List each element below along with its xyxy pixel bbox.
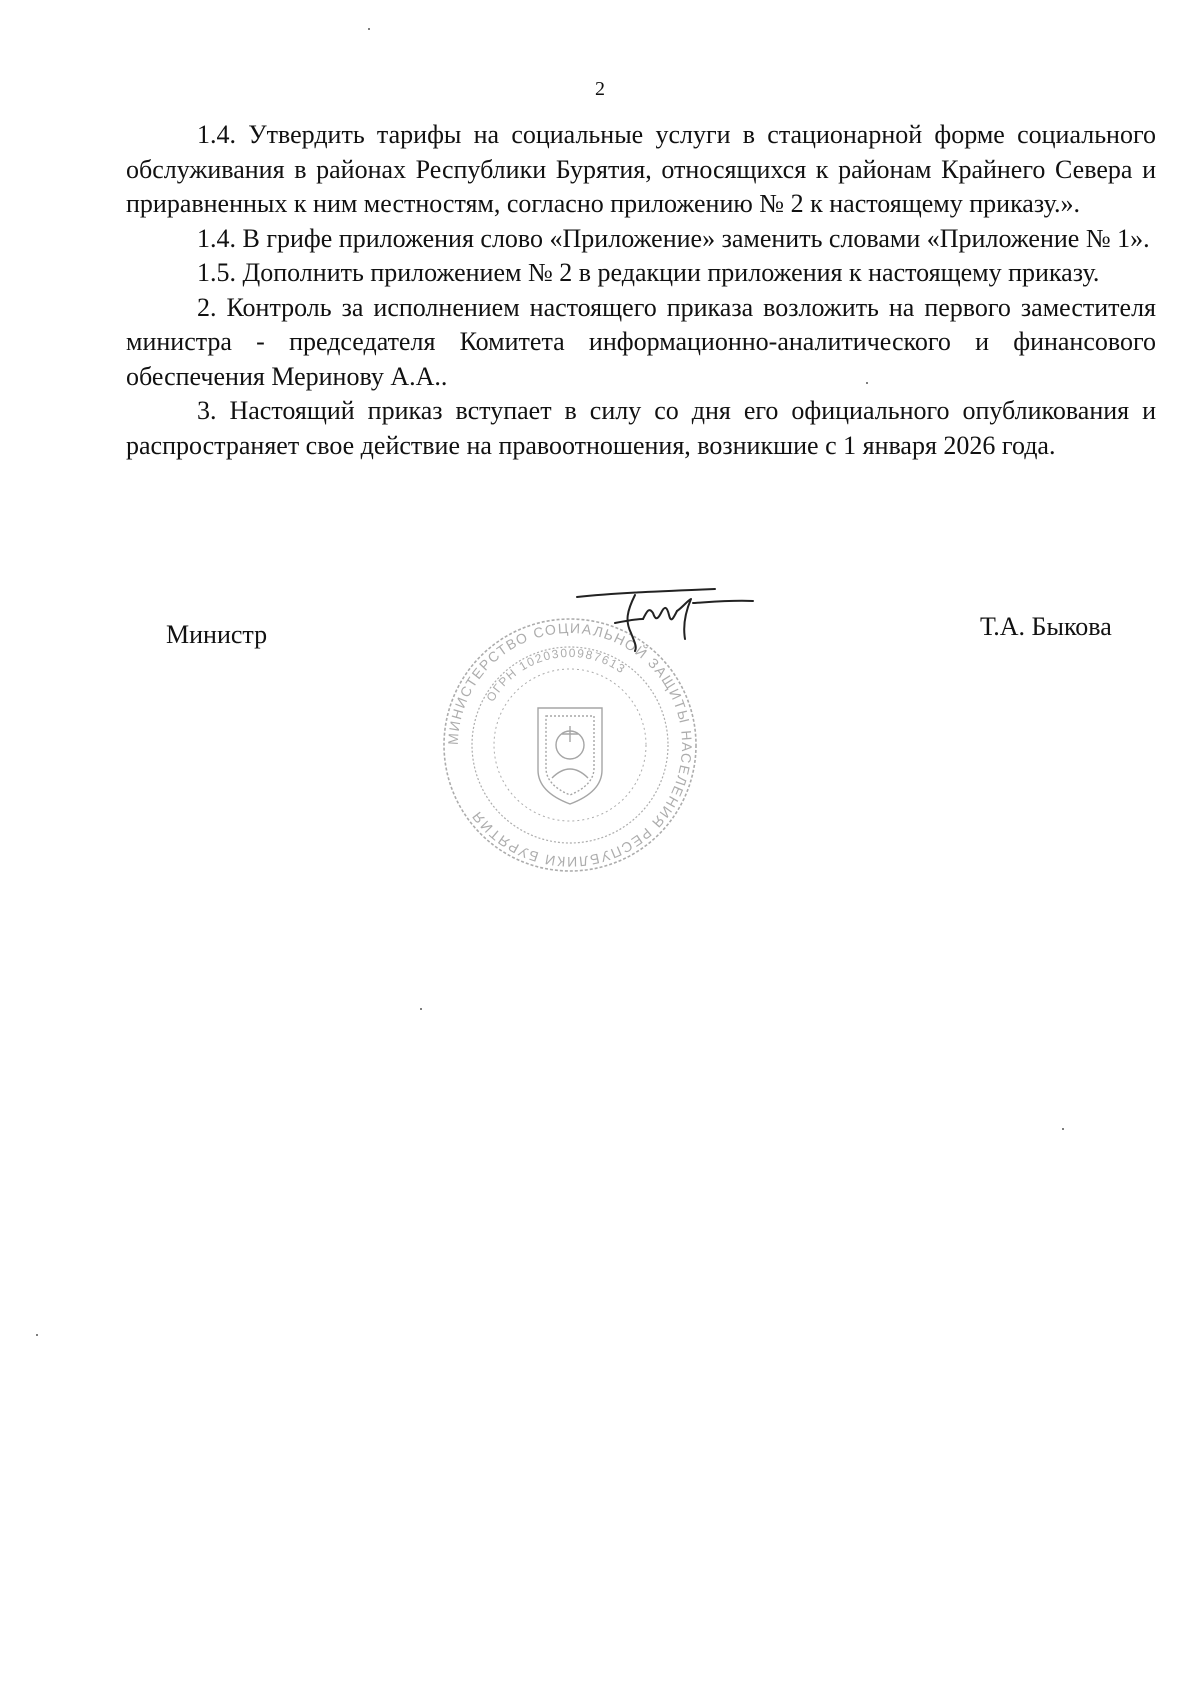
paragraph-2-control: 2. Контроль за исполнением настоящего приказа возложить на первого заместителя министра - председателя Комитета информационно-аналитического и финансового обеспечения Меринову А.А..: [126, 292, 1156, 391]
document-body: [126, 118, 1156, 463]
scan-speck: [866, 382, 868, 384]
page-number: 2: [595, 78, 605, 100]
handwritten-signature: [575, 583, 755, 653]
paragraph-3-effective-date: 3. Настоящий приказ вступает в силу со дня его официального опубликования и распространяет свое действие на правоотношения, возникшие с 1 января 2026 года.: [126, 396, 1156, 460]
paragraph-1-5-add-appendix: 1.5. Дополнить приложением № 2 в редакции приложения к настоящему приказу.: [197, 258, 1100, 287]
signatory-name: Т.А. Быкова: [980, 612, 1112, 641]
signatory-title: Министр: [166, 620, 268, 649]
scan-speck: [36, 1334, 38, 1336]
scan-speck: [368, 28, 370, 30]
scan-speck: [420, 1008, 422, 1010]
stamp-outer-text: МИНИСТЕРСТВО СОЦИАЛЬНОЙ ЗАЩИТЫ НАСЕЛЕНИЯ РЕСПУБЛИКИ БУРЯТИЯ: [444, 619, 696, 871]
paragraph-1-4-appendix-header: 1.4. В грифе приложения слово «Приложение» заменить словами «Приложение № 1».: [197, 223, 1150, 253]
coat-of-arms-icon: [538, 708, 602, 804]
scan-speck: [1062, 1128, 1064, 1130]
stamp-inner-text: ОГРН 1020300987613: [483, 645, 629, 705]
paragraph-1-4-tariffs: 1.4. Утвердить тарифы на социальные услуги в стационарной форме социального обслуживания в районах Республики Бурятия, относящихся к районам Крайнего Севера и приравненных к ним местностям, согласно приложению № 2 к настоящему приказу.».: [126, 120, 1156, 218]
